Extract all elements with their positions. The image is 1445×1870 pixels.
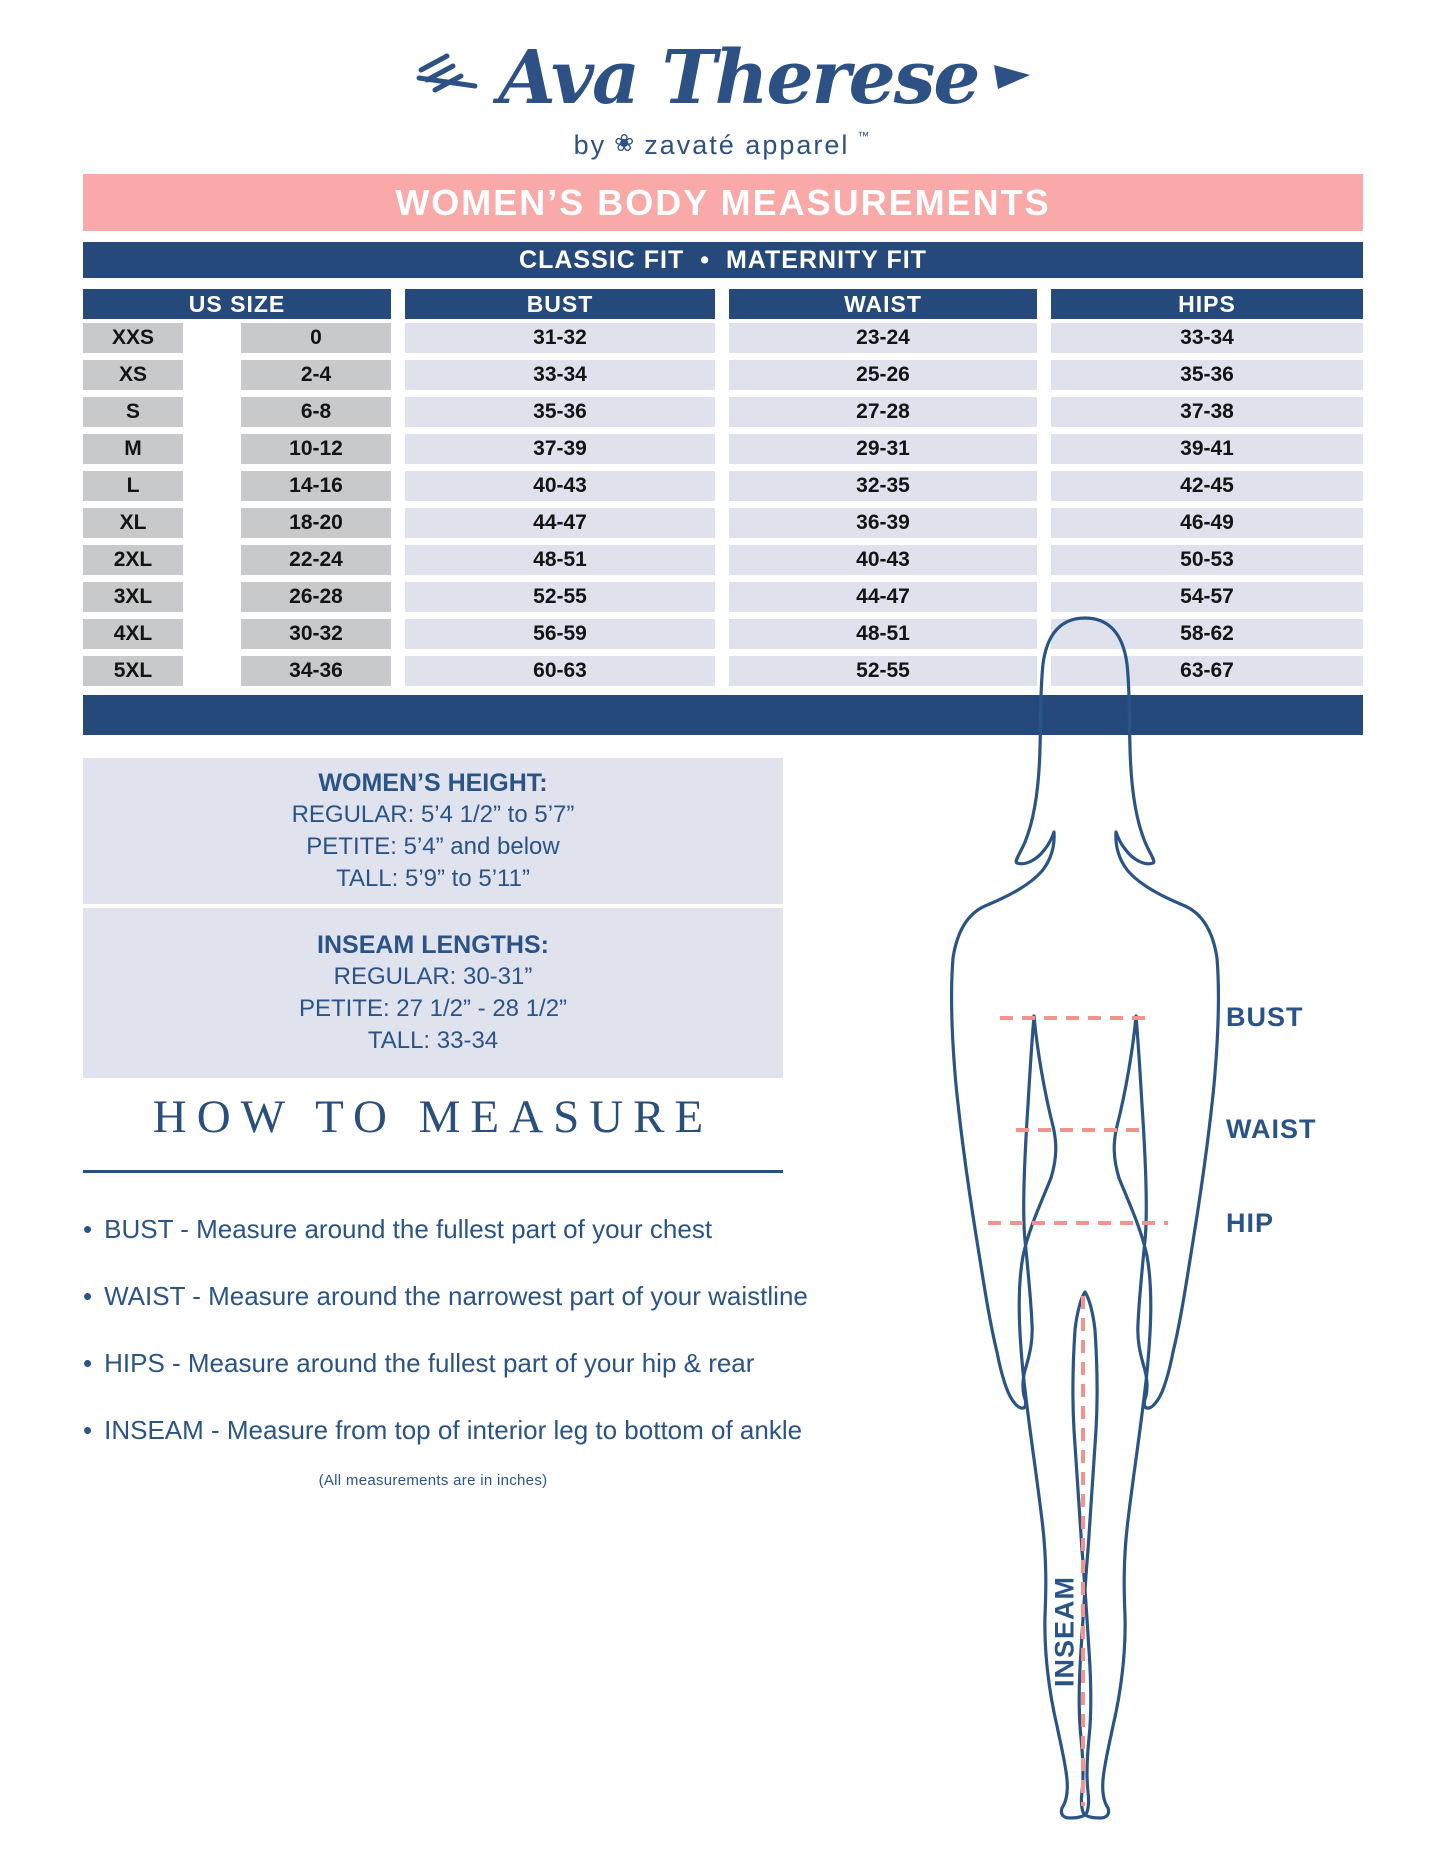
inseam-tall: TALL: 33-34 xyxy=(367,1027,499,1054)
list-item xyxy=(83,1214,823,1244)
cell-us-size: 30-32 xyxy=(241,619,391,649)
byline-brand-text: zavaté apparel xyxy=(644,130,850,160)
cell-hips: 58-62 xyxy=(1051,619,1363,649)
cell-waist: 25-26 xyxy=(729,360,1037,390)
cell-us-size: 18-20 xyxy=(241,508,391,538)
cell-us-size: 26-28 xyxy=(241,582,391,612)
instruction-waist: WAIST - Measure around the narrowest part of your waistline xyxy=(104,1281,808,1311)
bullet-icon: • xyxy=(83,1415,93,1445)
cell-hips: 54-57 xyxy=(1051,582,1363,612)
instruction-hips: HIPS - Measure around the fullest part of your hip & rear xyxy=(104,1348,755,1378)
cell-waist: 32-35 xyxy=(729,471,1037,501)
bullet-icon: • xyxy=(83,1214,93,1244)
cell-hips: 39-41 xyxy=(1051,434,1363,464)
cell-hips: 63-67 xyxy=(1051,656,1363,686)
cell-hips: 35-36 xyxy=(1051,360,1363,390)
figure-waist-label: WAIST xyxy=(1226,1114,1317,1144)
brand-script-text: Ava Therese xyxy=(498,35,979,121)
fit-label-maternity: MATERNITY FIT xyxy=(725,245,927,274)
fit-type-bar xyxy=(83,242,1363,278)
figure-right-half xyxy=(1079,618,1218,1818)
inseam-petite: PETITE: 27 1/2” - 28 1/2” xyxy=(298,995,568,1022)
bullet-icon: • xyxy=(83,1348,93,1378)
arrowhead-icon xyxy=(992,61,1032,95)
height-box-title: WOMEN’S HEIGHT: xyxy=(318,769,548,797)
table-row xyxy=(83,360,1363,390)
cell-bust: 37-39 xyxy=(405,434,715,464)
cell-waist: 40-43 xyxy=(729,545,1037,575)
cell-bust: 33-34 xyxy=(405,360,715,390)
cell-size: 3XL xyxy=(83,582,183,612)
figure-hip-label: HIP xyxy=(1226,1208,1275,1238)
table-row xyxy=(83,582,1363,612)
fit-separator-dot: • xyxy=(700,245,710,274)
inseam-lengths-box xyxy=(83,908,783,1078)
cell-size: 2XL xyxy=(83,545,183,575)
cell-size: S xyxy=(83,397,183,427)
measure-instructions-list xyxy=(83,1214,823,1482)
table-row xyxy=(83,434,1363,464)
cell-hips: 37-38 xyxy=(1051,397,1363,427)
cell-us-size: 34-36 xyxy=(241,656,391,686)
table-row xyxy=(83,323,1363,353)
cell-bust: 52-55 xyxy=(405,582,715,612)
inseam-box-title: INSEAM LENGTHS: xyxy=(317,931,549,959)
table-row xyxy=(83,508,1363,538)
table-row xyxy=(83,619,1363,649)
how-to-measure-title: HOW TO MEASURE xyxy=(152,1091,714,1143)
size-chart-table xyxy=(83,289,1363,693)
figure-inseam-label: INSEAM xyxy=(1049,1576,1080,1688)
column-header-hips: HIPS xyxy=(1051,289,1363,319)
cell-bust: 44-47 xyxy=(405,508,715,538)
inseam-regular: REGULAR: 30-31” xyxy=(333,963,533,990)
cell-bust: 48-51 xyxy=(405,545,715,575)
fit-label-classic: CLASSIC FIT xyxy=(519,245,685,274)
cell-size: 5XL xyxy=(83,656,183,686)
cell-bust: 35-36 xyxy=(405,397,715,427)
cell-waist: 44-47 xyxy=(729,582,1037,612)
arrow-fletching-icon xyxy=(413,50,485,106)
measurements-note: (All measurements are in inches) xyxy=(318,1472,548,1489)
cell-size: XS xyxy=(83,360,183,390)
column-header-waist: WAIST xyxy=(729,289,1037,319)
cell-bust: 60-63 xyxy=(405,656,715,686)
cell-hips: 50-53 xyxy=(1051,545,1363,575)
cell-waist: 27-28 xyxy=(729,397,1037,427)
cell-size: L xyxy=(83,471,183,501)
table-header-row xyxy=(83,289,1363,319)
column-header-us-size: US SIZE xyxy=(83,289,391,319)
title-banner xyxy=(83,174,1363,231)
height-petite: PETITE: 5’4” and below xyxy=(306,833,560,860)
brand-logo xyxy=(0,28,1445,161)
cell-size: M xyxy=(83,434,183,464)
cell-hips: 46-49 xyxy=(1051,508,1363,538)
brand-byline xyxy=(0,130,1445,161)
cell-us-size: 0 xyxy=(241,323,391,353)
cell-waist: 52-55 xyxy=(729,656,1037,686)
cell-hips: 33-34 xyxy=(1051,323,1363,353)
cell-size: 4XL xyxy=(83,619,183,649)
trademark-symbol: ™ xyxy=(857,129,872,143)
flower-icon: ❀ xyxy=(614,130,637,157)
cell-bust: 40-43 xyxy=(405,471,715,501)
table-row xyxy=(83,656,1363,686)
instruction-bust: BUST - Measure around the fullest part of your chest xyxy=(104,1214,713,1244)
cell-us-size: 2-4 xyxy=(241,360,391,390)
cell-us-size: 10-12 xyxy=(241,434,391,464)
height-tall: TALL: 5’9” to 5’11” xyxy=(336,865,530,892)
cell-us-size: 6-8 xyxy=(241,397,391,427)
column-header-bust: BUST xyxy=(405,289,715,319)
cell-waist: 29-31 xyxy=(729,434,1037,464)
title-underline-rule xyxy=(83,1170,783,1173)
instruction-inseam: INSEAM - Measure from top of interior leg to bottom of ankle xyxy=(104,1415,803,1445)
cell-us-size: 22-24 xyxy=(241,545,391,575)
list-item xyxy=(83,1415,823,1445)
list-item xyxy=(83,1281,823,1311)
cell-waist: 48-51 xyxy=(729,619,1037,649)
table-row xyxy=(83,545,1363,575)
list-item xyxy=(83,1348,823,1378)
table-row xyxy=(83,471,1363,501)
cell-waist: 36-39 xyxy=(729,508,1037,538)
cell-bust: 56-59 xyxy=(405,619,715,649)
cell-waist: 23-24 xyxy=(729,323,1037,353)
cell-size: XL xyxy=(83,508,183,538)
page-title: WOMEN’S BODY MEASUREMENTS xyxy=(395,181,1051,223)
figure-bust-label: BUST xyxy=(1226,1002,1304,1032)
bullet-icon: • xyxy=(83,1281,93,1311)
height-regular: REGULAR: 5’4 1/2” to 5’7” xyxy=(291,801,575,828)
cell-hips: 42-45 xyxy=(1051,471,1363,501)
byline-by-text: by xyxy=(573,130,607,160)
cell-size: XXS xyxy=(83,323,183,353)
table-row xyxy=(83,397,1363,427)
womens-height-box xyxy=(83,758,783,904)
table-footer-bar xyxy=(83,695,1363,735)
cell-bust: 31-32 xyxy=(405,323,715,353)
cell-us-size: 14-16 xyxy=(241,471,391,501)
